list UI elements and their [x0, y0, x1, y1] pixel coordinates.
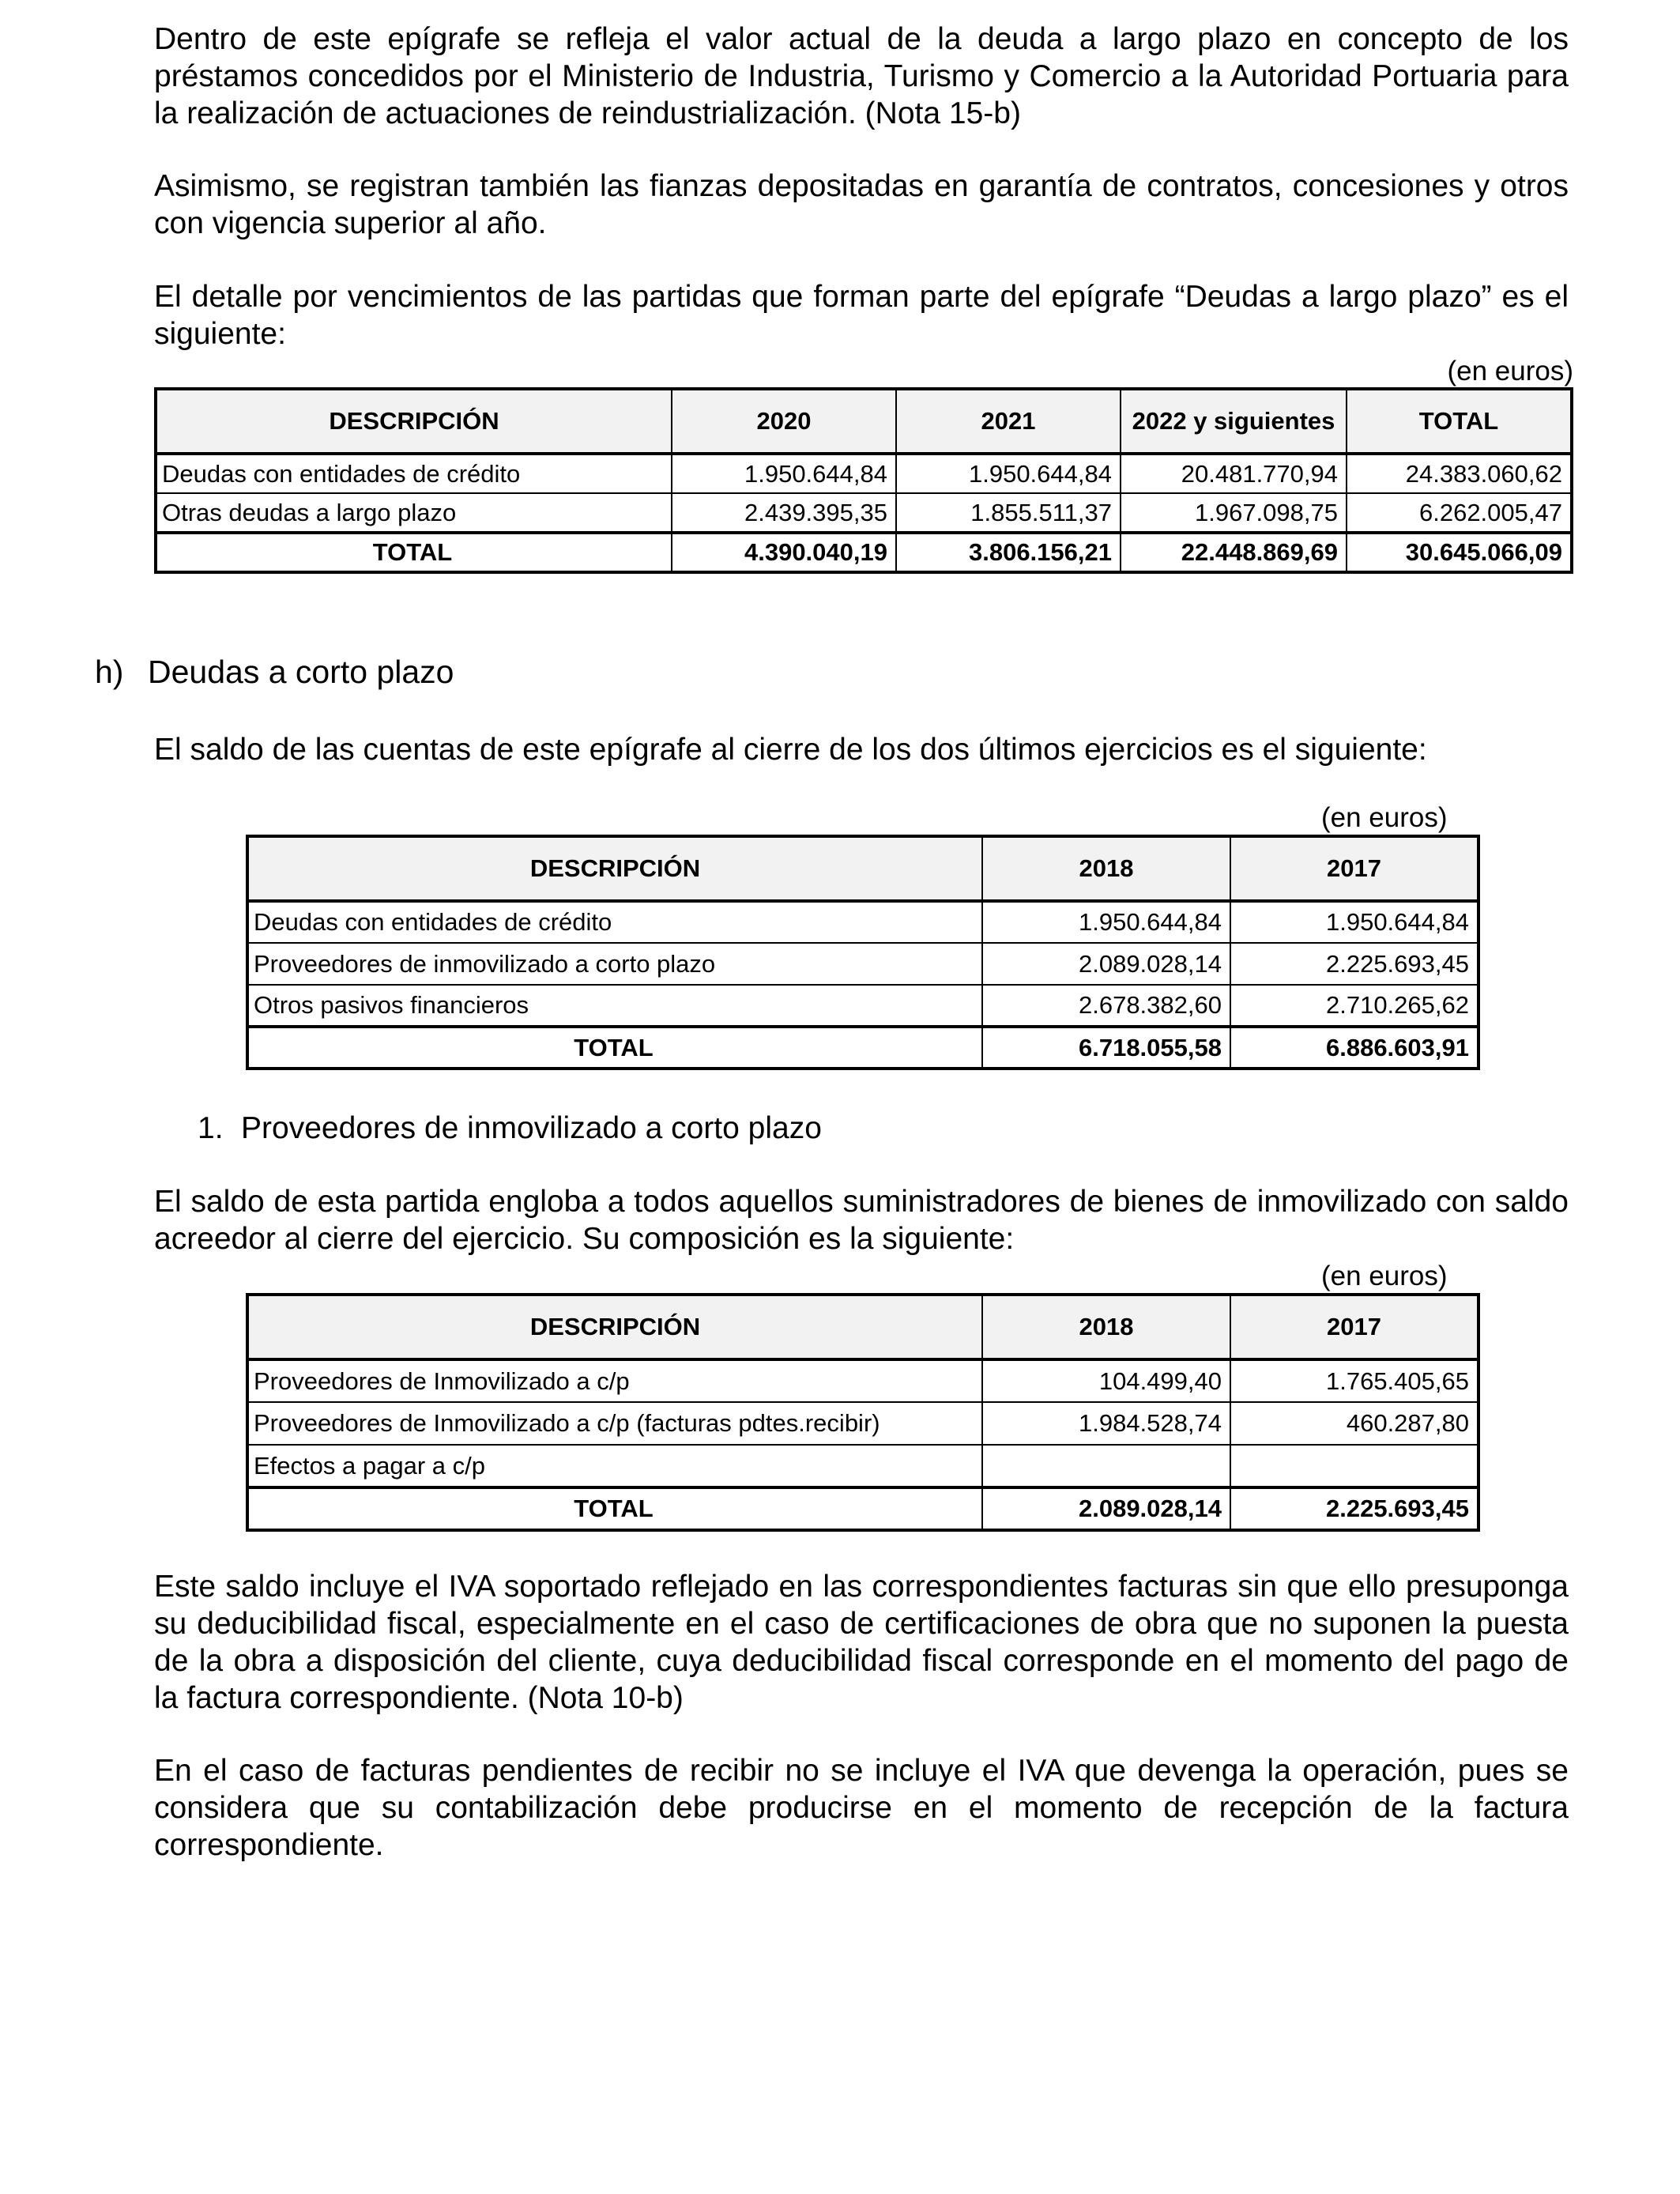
row-description: Proveedores de Inmovilizado a c/p [247, 1359, 982, 1402]
table-row [247, 985, 1478, 1027]
row-value: 104.499,40 [982, 1359, 1230, 1402]
table-total-row [247, 1487, 1478, 1530]
table-row [247, 1359, 1478, 1402]
row-value: 460.287,80 [1230, 1402, 1478, 1445]
row-description: Proveedores de Inmovilizado a c/p (facturas pdtes.recibir) [247, 1402, 982, 1445]
closing-paragraph-1: Este saldo incluye el IVA soportado reflejado en las correspondientes facturas sin que ello presuponga su deducibilidad fiscal, especialmente en el caso de certificaciones de obra que no suponen la puesta de la obra a disposición del cliente, cuya deducibilidad fiscal corresponde en el momento del pago de la factura correspondiente. (Nota 10-b) [154, 1570, 1569, 1715]
row-value: 1.967.098,75 [1121, 493, 1347, 533]
row-value [1230, 1445, 1478, 1487]
table-row [247, 943, 1478, 985]
header-2017: 2017 [1230, 1295, 1478, 1359]
total-value: 2.089.028,14 [982, 1487, 1230, 1530]
header-description: DESCRIPCIÓN [247, 1295, 982, 1359]
subsection-1-title: Proveedores de inmovilizado a corto plazo [241, 1111, 822, 1145]
row-value: 2.678.382,60 [982, 985, 1230, 1027]
fixed-asset-suppliers-table [246, 1293, 1480, 1532]
table-row [247, 1402, 1478, 1445]
subsection-1-marker: 1. [198, 1111, 224, 1145]
total-label: TOTAL [156, 533, 672, 572]
intro-paragraph-2: Asimismo, se registran también las fianzas depositadas en garantía de contratos, concesiones y otros con vigencia superior al año. [154, 169, 1569, 240]
row-value: 2.225.693,45 [1230, 943, 1478, 985]
table-row [156, 493, 1572, 533]
row-value: 1.950.644,84 [896, 454, 1121, 493]
row-value: 2.089.028,14 [982, 943, 1230, 985]
long-term-debt-table [154, 387, 1573, 574]
total-value: 3.806.156,21 [896, 533, 1121, 572]
total-value: 30.645.066,09 [1347, 533, 1572, 572]
table-header-row [247, 1295, 1478, 1359]
section-h-marker: h) [95, 654, 124, 690]
total-label: TOTAL [247, 1487, 982, 1530]
total-value: 4.390.040,19 [672, 533, 896, 572]
table-total-row [247, 1027, 1478, 1069]
table2-unit-label: (en euros) [1321, 802, 1448, 833]
total-value: 2.225.693,45 [1230, 1487, 1478, 1530]
header-2020: 2020 [672, 389, 896, 454]
row-description: Deudas con entidades de crédito [156, 454, 672, 493]
closing-paragraph-2: En el caso de facturas pendientes de recibir no se incluye el IVA que devenga la operación, pues se considera que su contabilización debe producirse en el momento de recepción de la factura correspondiente. [154, 1754, 1569, 1862]
header-2018: 2018 [982, 1295, 1230, 1359]
header-2022-onwards: 2022 y siguientes [1121, 389, 1347, 454]
row-description: Efectos a pagar a c/p [247, 1445, 982, 1487]
row-value: 1.765.405,65 [1230, 1359, 1478, 1402]
header-2017: 2017 [1230, 836, 1478, 901]
header-2018: 2018 [982, 836, 1230, 901]
header-total: TOTAL [1347, 389, 1572, 454]
row-value [982, 1445, 1230, 1487]
row-value: 1.855.511,37 [896, 493, 1121, 533]
header-description: DESCRIPCIÓN [247, 836, 982, 901]
table-row [156, 454, 1572, 493]
table-row [247, 1445, 1478, 1487]
header-2021: 2021 [896, 389, 1121, 454]
table-row [247, 901, 1478, 943]
row-description: Otros pasivos financieros [247, 985, 982, 1027]
table-header-row [156, 389, 1572, 454]
section-h-paragraph: El saldo de las cuentas de este epígrafe al cierre de los dos últimos ejercicios es el siguiente: [154, 733, 1427, 767]
row-value: 6.262.005,47 [1347, 493, 1572, 533]
row-description: Proveedores de inmovilizado a corto plazo [247, 943, 982, 985]
row-value: 1.984.528,74 [982, 1402, 1230, 1445]
header-description: DESCRIPCIÓN [156, 389, 672, 454]
intro-paragraph-3: El detalle por vencimientos de las partidas que forman parte del epígrafe “Deudas a largo plazo” es el siguiente: [154, 280, 1569, 351]
subsection-1-paragraph: El saldo de esta partida engloba a todos aquellos suministradores de bienes de inmovilizado con saldo acreedor al cierre del ejercicio. Su composición es la siguiente: [154, 1185, 1569, 1256]
row-value: 1.950.644,84 [982, 901, 1230, 943]
table-header-row [247, 836, 1478, 901]
row-value: 24.383.060,62 [1347, 454, 1572, 493]
total-label: TOTAL [247, 1027, 982, 1069]
short-term-debt-table [246, 835, 1480, 1070]
row-description: Otras deudas a largo plazo [156, 493, 672, 533]
row-value: 1.950.644,84 [672, 454, 896, 493]
total-value: 6.718.055,58 [982, 1027, 1230, 1069]
section-h-title: Deudas a corto plazo [148, 654, 454, 690]
table1-unit-label: (en euros) [1447, 356, 1573, 386]
row-value: 2.439.395,35 [672, 493, 896, 533]
total-value: 22.448.869,69 [1121, 533, 1347, 572]
row-value: 20.481.770,94 [1121, 454, 1347, 493]
row-value: 1.950.644,84 [1230, 901, 1478, 943]
table3-unit-label: (en euros) [1321, 1261, 1448, 1291]
total-value: 6.886.603,91 [1230, 1027, 1478, 1069]
row-description: Deudas con entidades de crédito [247, 901, 982, 943]
row-value: 2.710.265,62 [1230, 985, 1478, 1027]
intro-paragraph-1: Dentro de este epígrafe se refleja el valor actual de la deuda a largo plazo en concepto de los préstamos concedidos por el Ministerio de Industria, Turismo y Comercio a la Autoridad Portuaria para la realización de actuaciones de reindustrialización. (Nota 15-b) [154, 22, 1569, 130]
table-total-row [156, 533, 1572, 572]
